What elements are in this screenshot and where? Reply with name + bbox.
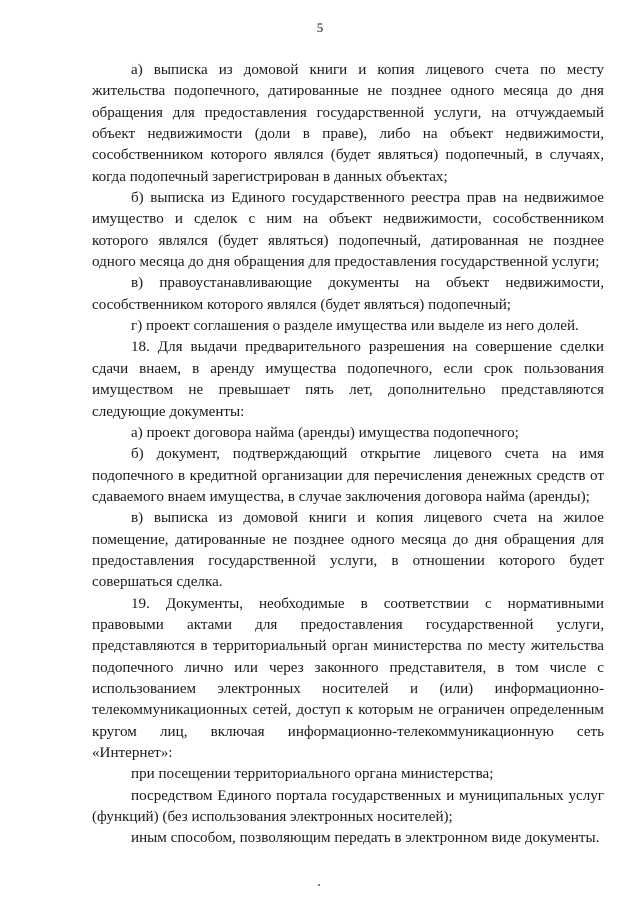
paragraph-clause-19: 19. Документы, необходимые в соответствии с нормативными правовыми актами для предоставления государственной услуги, представляются в территориальный орган министерства по месту жительства подопечного лично или через законного представителя, в том числе с использованием электронных носителей и (или) информационно-телекоммуникационных сетей, доступ к которым не ограничен определенным кругом лиц, включая информационно-телекоммуникационную сеть «Интернет»: [92, 595, 604, 761]
document-body [92, 60, 604, 850]
paragraph-clause-19-in-person: при посещении территориального органа министерства; [131, 766, 494, 783]
paragraph-clause-18: 18. Для выдачи предварительного разрешения на совершение сделки сдачи внаем, в аренду имущества подопечного, если срок пользования имуществом не превышает пять лет, дополнительно представляются следующие документы: [92, 339, 604, 420]
paragraph-clause-19-portal: посредством Единого портала государственных и муниципальных услуг (функций) (без использования электронных носителей); [92, 787, 604, 826]
paragraph-clause-18-item-v: в) выписка из домовой книги и копия лицевого счета на жилое помещение, датированные не позднее одного месяца до дня обращения для предоставления государственной услуги, в отношении которого будет совершаться сделка. [92, 510, 604, 591]
paragraph-clause-18-item-b: б) документ, подтверждающий открытие лицевого счета на имя подопечного в кредитной организации для перечисления денежных средств от сдаваемого внаем имущества, в случае заключения договора найма (аренды); [92, 446, 604, 505]
paragraph-item-a-residence-extract: а) выписка из домовой книги и копия лицевого счета по месту жительства подопечного, датированные не позднее одного месяца до дня обращения для предоставления государственной услуги, на отчуждаемый объект недвижимости (доли в праве), либо на объект недвижимости, сособственником которого являлся (будет являться) подопечный, в случаях, когда подопечный зарегистрирован в данных объектах; [92, 62, 604, 185]
paragraph-item-g-division-agreement: г) проект соглашения о разделе имущества или выделе из него долей. [131, 318, 579, 335]
page-mark [318, 884, 320, 886]
paragraph-item-b-registry-extract: б) выписка из Единого государственного реестра прав на недвижимое имущество и сделок с ним на объект недвижимости, сособственником которого являлся (будет являться) подопечный, датированная не позднее одного месяца до дня обращения для предоставления государственной услуги; [92, 190, 604, 271]
paragraph-item-v-title-documents: в) правоустанавливающие документы на объект недвижимости, сособственником которого являлся (будет являться) подопечный; [92, 275, 604, 313]
page-number: 5 [316, 20, 324, 35]
paragraph-clause-19-other: иным способом, позволяющим передать в электронном виде документы. [131, 830, 600, 847]
paragraph-clause-18-item-a: а) проект договора найма (аренды) имущества подопечного; [131, 424, 519, 441]
